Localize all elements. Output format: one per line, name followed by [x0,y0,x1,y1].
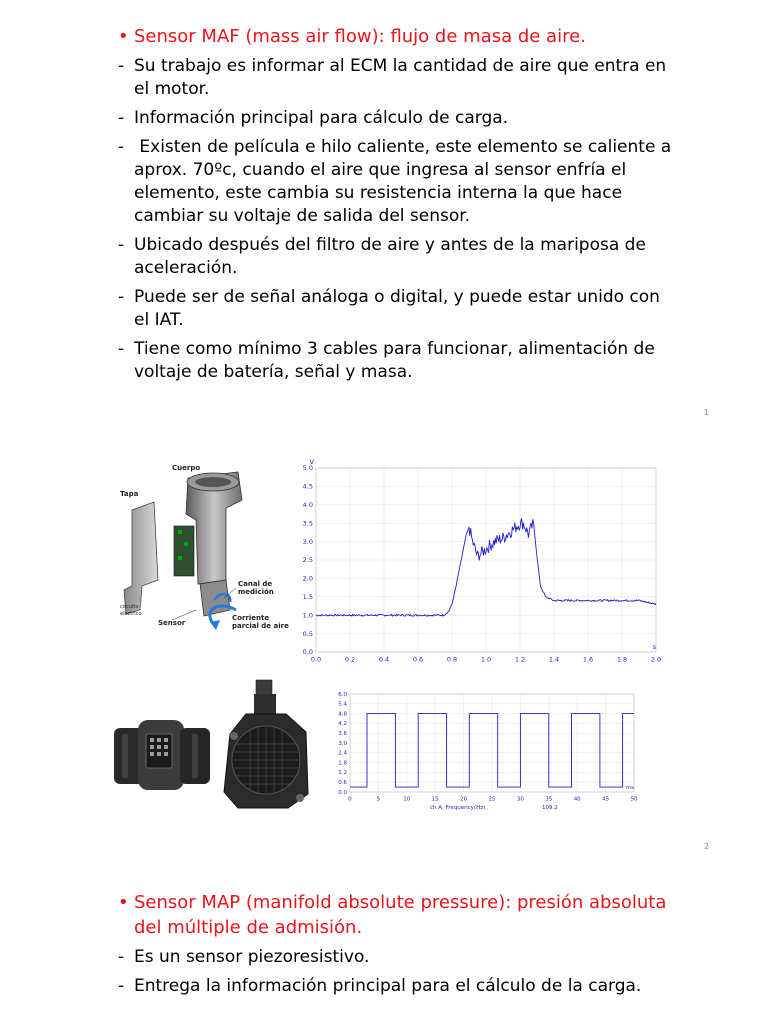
x-tick-label: 0 [348,796,352,803]
bullet-item [118,55,678,101]
bullet-marker: - [118,339,125,359]
x-tick-label: 20 [460,796,468,803]
chart-footer-label: ch A: Frequency(Hz) [430,805,486,811]
label-circuito: circuito eléctrico [120,604,142,617]
x-tick-label: 1.8 [616,655,628,664]
bullet-marker: - [118,137,125,157]
x-tick-label: 0.0 [310,655,322,664]
slide-3 [0,860,768,1024]
bullet-item [118,338,678,384]
y-tick-label: 5.4 [338,701,347,708]
y-tick-label: 1.8 [338,760,347,767]
x-axis-label: ms [625,785,634,791]
slide3-bullet-list [118,890,678,1004]
maf-analog-voltage-chart [296,456,664,676]
y-tick-label: 2.5 [302,556,313,565]
bullet-text: Sensor MAP (manifold absolute pressure): presión absoluta del múltiple de admisión. [134,892,673,938]
x-tick-label: 1.6 [582,655,594,664]
bullet-marker: - [118,976,125,996]
bullet-marker: • [118,26,129,47]
bullet-marker: - [118,947,125,967]
label-corriente: Corriente parcial de aire [232,614,289,630]
maf-digital-frequency-chart [330,686,658,816]
x-tick-label: 45 [602,796,610,803]
y-tick-label: 5.0 [302,464,313,473]
bullet-item [118,286,678,332]
x-tick-label: 0.8 [446,655,458,664]
y-tick-label: 6.0 [338,691,347,698]
page-number: 1 [704,408,710,417]
x-tick-label: 10 [403,796,411,803]
x-axis-label: s [652,643,656,651]
y-tick-label: 3.0 [338,740,347,747]
y-tick-label: 0.0 [302,648,313,657]
bullet-item [118,975,678,998]
y-tick-label: 2.4 [338,750,347,757]
bullet-heading [118,890,678,940]
label-sensor: Sensor [158,619,186,627]
x-tick-label: 1.2 [514,655,526,664]
bullet-text: Existen de película e hilo caliente, este elemento se caliente a aprox. 70ºc, cuando el aire que ingresa al sensor enfría el elemento, este cambia su resistencia interna la que hace cambiar su voltaje de salida del sensor. [134,137,677,226]
y-tick-label: 4.5 [302,482,313,491]
bullet-text: Entrega la información principal para el cálculo de la carga. [134,976,642,996]
slide-2 [0,430,768,860]
page-number: 2 [704,842,710,851]
bullet-text: Tiene como mínimo 3 cables para funcionar, alimentación de voltaje de batería, señal y masa. [134,339,661,382]
x-tick-label: 1.0 [480,655,492,664]
y-tick-label: 1.2 [338,770,347,777]
y-tick-label: 1.0 [302,611,313,620]
label-canal: Canal de medición [238,580,274,596]
y-tick-label: 0.0 [338,789,347,796]
maf-cutaway-diagram [118,460,298,645]
x-tick-label: 15 [431,796,439,803]
y-tick-label: 4.8 [338,711,347,718]
chart-readout-value: 109.2 [542,805,558,811]
bullet-text: Su trabajo es informar al ECM la cantidad de aire que entra en el motor. [134,56,672,99]
bullet-marker: - [118,108,125,128]
x-tick-label: 40 [573,796,581,803]
x-tick-label: 30 [516,796,524,803]
x-tick-label: 5 [376,796,381,803]
bullet-marker: - [118,287,125,307]
bullet-heading [118,24,678,49]
bullet-text: Es un sensor piezoresistivo. [134,947,370,967]
bullet-text: Sensor MAF (mass air flow): flujo de masa de aire. [134,26,586,47]
label-cuerpo: Cuerpo [172,464,201,472]
x-tick-label: 50 [630,796,638,803]
slide1-bullet-list [118,24,678,390]
maf-sensor-housing-photo [112,714,212,794]
y-tick-label: 1.5 [302,592,313,601]
bullet-text: Puede ser de señal análoga o digital, y puede estar unido con el IAT. [134,287,666,330]
bullet-text: Ubicado después del filtro de aire y antes de la mariposa de aceleración. [134,235,652,278]
bullet-marker: - [118,56,125,76]
bullet-marker: • [118,892,129,913]
y-tick-label: 4.0 [302,500,313,509]
x-tick-label: 0.2 [344,655,356,664]
x-tick-label: 0.6 [412,655,424,664]
bullet-item [118,946,678,969]
y-tick-label: 3.6 [338,731,347,738]
x-tick-label: 1.4 [548,655,560,664]
x-tick-label: 2.0 [650,655,662,664]
maf-sensor-mesh-photo [216,674,316,814]
y-tick-label: 4.2 [338,721,347,728]
x-tick-label: 0.4 [378,655,390,664]
y-tick-label: 0.6 [338,780,347,787]
y-tick-label: 2.0 [302,574,313,583]
label-tapa: Tapa [120,490,139,498]
y-axis-label: V [309,458,314,466]
x-tick-label: 25 [488,796,496,803]
y-tick-label: 3.0 [302,537,313,546]
bullet-item [118,107,678,130]
bullet-text: Información principal para cálculo de carga. [134,108,509,128]
y-tick-label: 0.5 [302,629,313,638]
bullet-item [118,234,678,280]
slide-1 [0,0,768,430]
bullet-marker: - [118,235,125,255]
x-tick-label: 35 [545,796,553,803]
y-tick-label: 3.5 [302,519,313,528]
bullet-item [118,136,678,228]
